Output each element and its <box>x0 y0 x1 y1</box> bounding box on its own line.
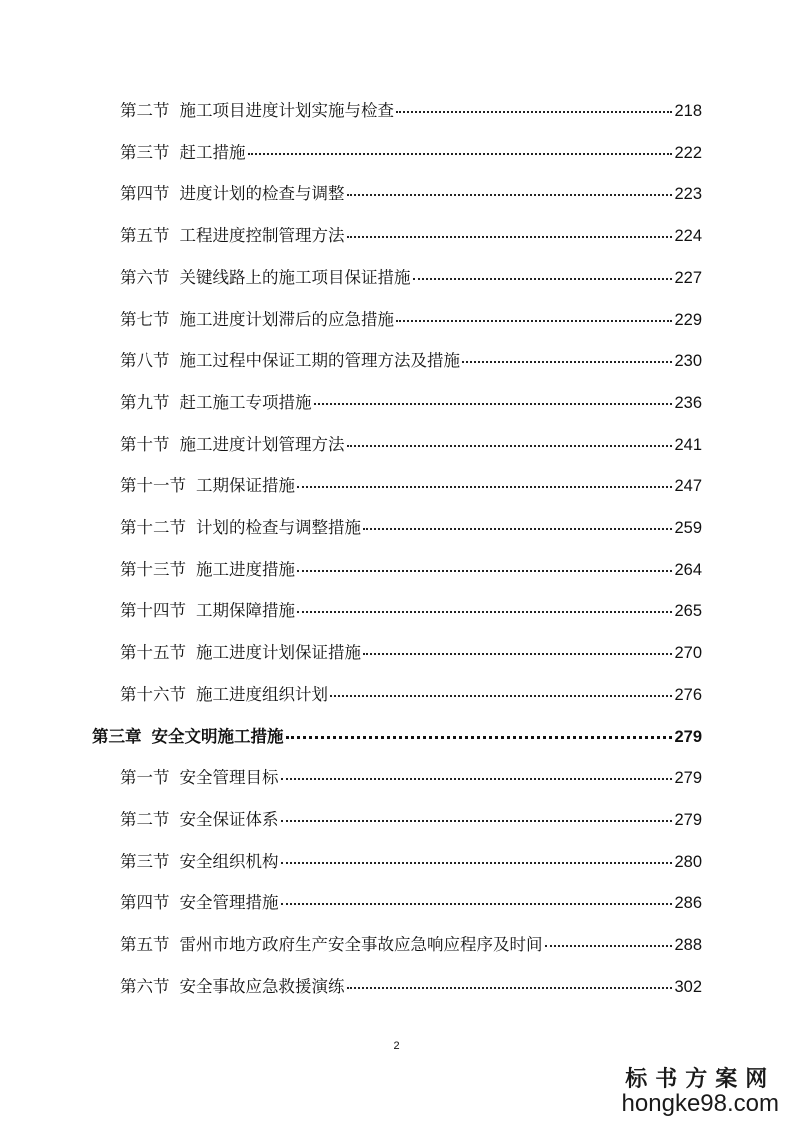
toc-entry-label <box>120 473 295 499</box>
toc-entry-page: 288 <box>674 936 702 954</box>
toc-entry-number: 第七节 <box>120 310 170 329</box>
toc-entry-label <box>120 640 361 666</box>
toc-entry-title: 赶工措施 <box>179 143 246 162</box>
toc-section-entry[interactable] <box>120 598 702 624</box>
toc-entry-label <box>120 181 345 207</box>
toc-entry-title: 安全组织机构 <box>179 852 279 871</box>
toc-dot-leader <box>281 820 673 822</box>
toc-entry-number: 第一节 <box>120 768 170 787</box>
toc-entry-number: 第九节 <box>120 393 170 412</box>
toc-section-entry[interactable] <box>120 682 702 708</box>
toc-entry-page: 279 <box>674 728 702 746</box>
toc-entry-number: 第十三节 <box>120 560 186 579</box>
toc-entry-number: 第三节 <box>120 143 170 162</box>
toc-dot-leader <box>347 987 673 989</box>
toc-entry-number: 第十节 <box>120 435 170 454</box>
toc-dot-leader <box>281 903 673 905</box>
toc-section-entry[interactable] <box>120 390 702 416</box>
watermark-text-url: hongke98.com <box>621 1090 779 1117</box>
toc-entry-label <box>120 682 328 708</box>
toc-entry-page: 279 <box>674 811 702 829</box>
toc-entry-number: 第六节 <box>120 977 170 996</box>
toc-entry-label <box>120 765 279 791</box>
toc-dot-leader <box>297 611 672 613</box>
toc-dot-leader <box>281 862 673 864</box>
toc-entry-label <box>120 348 460 374</box>
toc-dot-leader <box>545 945 673 947</box>
toc-entry-title: 安全文明施工措施 <box>151 727 284 746</box>
toc-entry-title: 施工项目进度计划实施与检查 <box>179 101 394 120</box>
toc-section-entry[interactable] <box>120 432 702 458</box>
toc-section-entry[interactable] <box>120 932 702 958</box>
toc-entry-title: 赶工施工专项措施 <box>179 393 312 412</box>
toc-entry-title: 施工进度计划保证措施 <box>196 643 361 662</box>
toc-dot-leader <box>281 778 673 780</box>
toc-entry-number: 第八节 <box>120 351 170 370</box>
toc-section-entry[interactable] <box>120 974 702 1000</box>
watermark-logo <box>622 1068 779 1116</box>
toc-dot-leader <box>396 320 672 322</box>
toc-entry-page: 247 <box>674 477 702 495</box>
toc-entry-label <box>120 307 394 333</box>
page-number: 2 <box>393 1040 400 1052</box>
toc-dot-leader <box>363 528 672 530</box>
toc-dot-leader <box>297 570 672 572</box>
toc-section-entry[interactable] <box>120 181 702 207</box>
toc-entry-number: 第三节 <box>120 852 170 871</box>
toc-entry-number: 第二节 <box>120 810 170 829</box>
toc-entry-page: 241 <box>674 436 702 454</box>
toc-entry-number: 第五节 <box>120 935 170 954</box>
toc-section-entry[interactable] <box>120 765 702 791</box>
toc-dot-leader <box>286 736 673 739</box>
toc-section-entry[interactable] <box>120 348 702 374</box>
toc-entry-page: 222 <box>674 144 702 162</box>
toc-entry-title: 施工进度计划滞后的应急措施 <box>179 310 394 329</box>
toc-section-entry[interactable] <box>120 223 702 249</box>
toc-entry-label <box>92 724 284 750</box>
toc-entry-title: 工程进度控制管理方法 <box>179 226 345 245</box>
toc-entry-title: 计划的检查与调整措施 <box>196 518 361 537</box>
toc-entry-title: 进度计划的检查与调整 <box>179 184 345 203</box>
toc-entry-page: 229 <box>674 311 702 329</box>
toc-entry-title: 施工过程中保证工期的管理方法及措施 <box>179 351 460 370</box>
toc-dot-leader <box>297 486 672 488</box>
toc-entry-label <box>120 390 312 416</box>
toc-entry-number: 第四节 <box>120 893 170 912</box>
toc-entry-page: 265 <box>674 602 702 620</box>
toc-chapter-entry[interactable] <box>92 724 702 750</box>
toc-entry-page: 280 <box>674 853 702 871</box>
toc-entry-title: 工期保障措施 <box>196 601 295 620</box>
toc-entry-label <box>120 974 345 1000</box>
toc-entry-number: 第十六节 <box>120 685 186 704</box>
toc-dot-leader <box>314 403 673 405</box>
toc-entry-page: 286 <box>674 894 702 912</box>
toc-entry-title: 安全管理措施 <box>179 893 279 912</box>
toc-entry-number: 第十五节 <box>120 643 186 662</box>
toc-entry-number: 第四节 <box>120 184 170 203</box>
toc-entry-title: 关键线路上的施工项目保证措施 <box>179 268 411 287</box>
toc-dot-leader <box>347 236 673 238</box>
toc-entry-number: 第三章 <box>92 727 142 746</box>
toc-entry-label <box>120 557 295 583</box>
toc-dot-leader <box>413 278 673 280</box>
toc-entry-label <box>120 140 246 166</box>
toc-dot-leader <box>462 361 672 363</box>
toc-entry-page: 279 <box>674 769 702 787</box>
toc-section-entry[interactable] <box>120 140 702 166</box>
toc-entry-label <box>120 98 394 124</box>
toc-entry-page: 276 <box>674 686 702 704</box>
toc-entry-number: 第十一节 <box>120 476 186 495</box>
toc-entry-page: 302 <box>674 978 702 996</box>
toc-section-entry[interactable] <box>120 640 702 666</box>
toc-entry-label <box>120 598 295 624</box>
toc-dot-leader <box>396 111 672 113</box>
toc-entry-title: 施工进度措施 <box>196 560 295 579</box>
toc-entry-number: 第十四节 <box>120 601 186 620</box>
toc-entry-number: 第六节 <box>120 268 170 287</box>
toc-entry-label <box>120 890 279 916</box>
toc-entry-label <box>120 515 361 541</box>
toc-entry-page: 224 <box>674 227 702 245</box>
toc-dot-leader <box>363 653 672 655</box>
toc-entry-label <box>120 849 279 875</box>
toc-section-entry[interactable] <box>120 557 702 583</box>
toc-section-entry[interactable] <box>120 473 702 499</box>
toc-entry-page: 270 <box>674 644 702 662</box>
toc-section-entry[interactable] <box>120 890 702 916</box>
toc-entry-label <box>120 223 345 249</box>
toc-entry-title: 工期保证措施 <box>196 476 295 495</box>
toc-entry-label <box>120 807 279 833</box>
watermark-text-cn: 标书方案网 <box>625 1066 776 1092</box>
toc-entry-page: 259 <box>674 519 702 537</box>
toc-entry-label <box>120 265 411 291</box>
toc-entry-page: 218 <box>674 102 702 120</box>
toc-entry-title: 安全事故应急救援演练 <box>179 977 345 996</box>
toc-dot-leader <box>347 445 673 447</box>
toc-dot-leader <box>248 153 673 155</box>
toc-section-entry[interactable] <box>120 515 702 541</box>
toc-entry-title: 雷州市地方政府生产安全事故应急响应程序及时间 <box>179 935 543 954</box>
toc-section-entry[interactable] <box>120 98 702 124</box>
toc-entry-title: 安全保证体系 <box>179 810 279 829</box>
toc-section-entry[interactable] <box>120 307 702 333</box>
toc-dot-leader <box>347 194 673 196</box>
toc-section-entry[interactable] <box>120 265 702 291</box>
toc-entry-number: 第十二节 <box>120 518 186 537</box>
toc-entry-page: 223 <box>674 185 702 203</box>
toc-entry-page: 227 <box>674 269 702 287</box>
toc-entry-page: 230 <box>674 352 702 370</box>
toc-section-entry[interactable] <box>120 807 702 833</box>
toc-entry-title: 施工进度组织计划 <box>196 685 328 704</box>
toc-entry-page: 236 <box>674 394 702 412</box>
toc-entry-page: 264 <box>674 561 702 579</box>
toc-section-entry[interactable] <box>120 849 702 875</box>
toc-entry-label <box>120 932 543 958</box>
toc-entry-title: 安全管理目标 <box>179 768 279 787</box>
toc-entry-number: 第二节 <box>120 101 170 120</box>
toc-entry-title: 施工进度计划管理方法 <box>179 435 345 454</box>
toc-entry-label <box>120 432 345 458</box>
toc-dot-leader <box>330 695 672 697</box>
toc-entry-number: 第五节 <box>120 226 170 245</box>
